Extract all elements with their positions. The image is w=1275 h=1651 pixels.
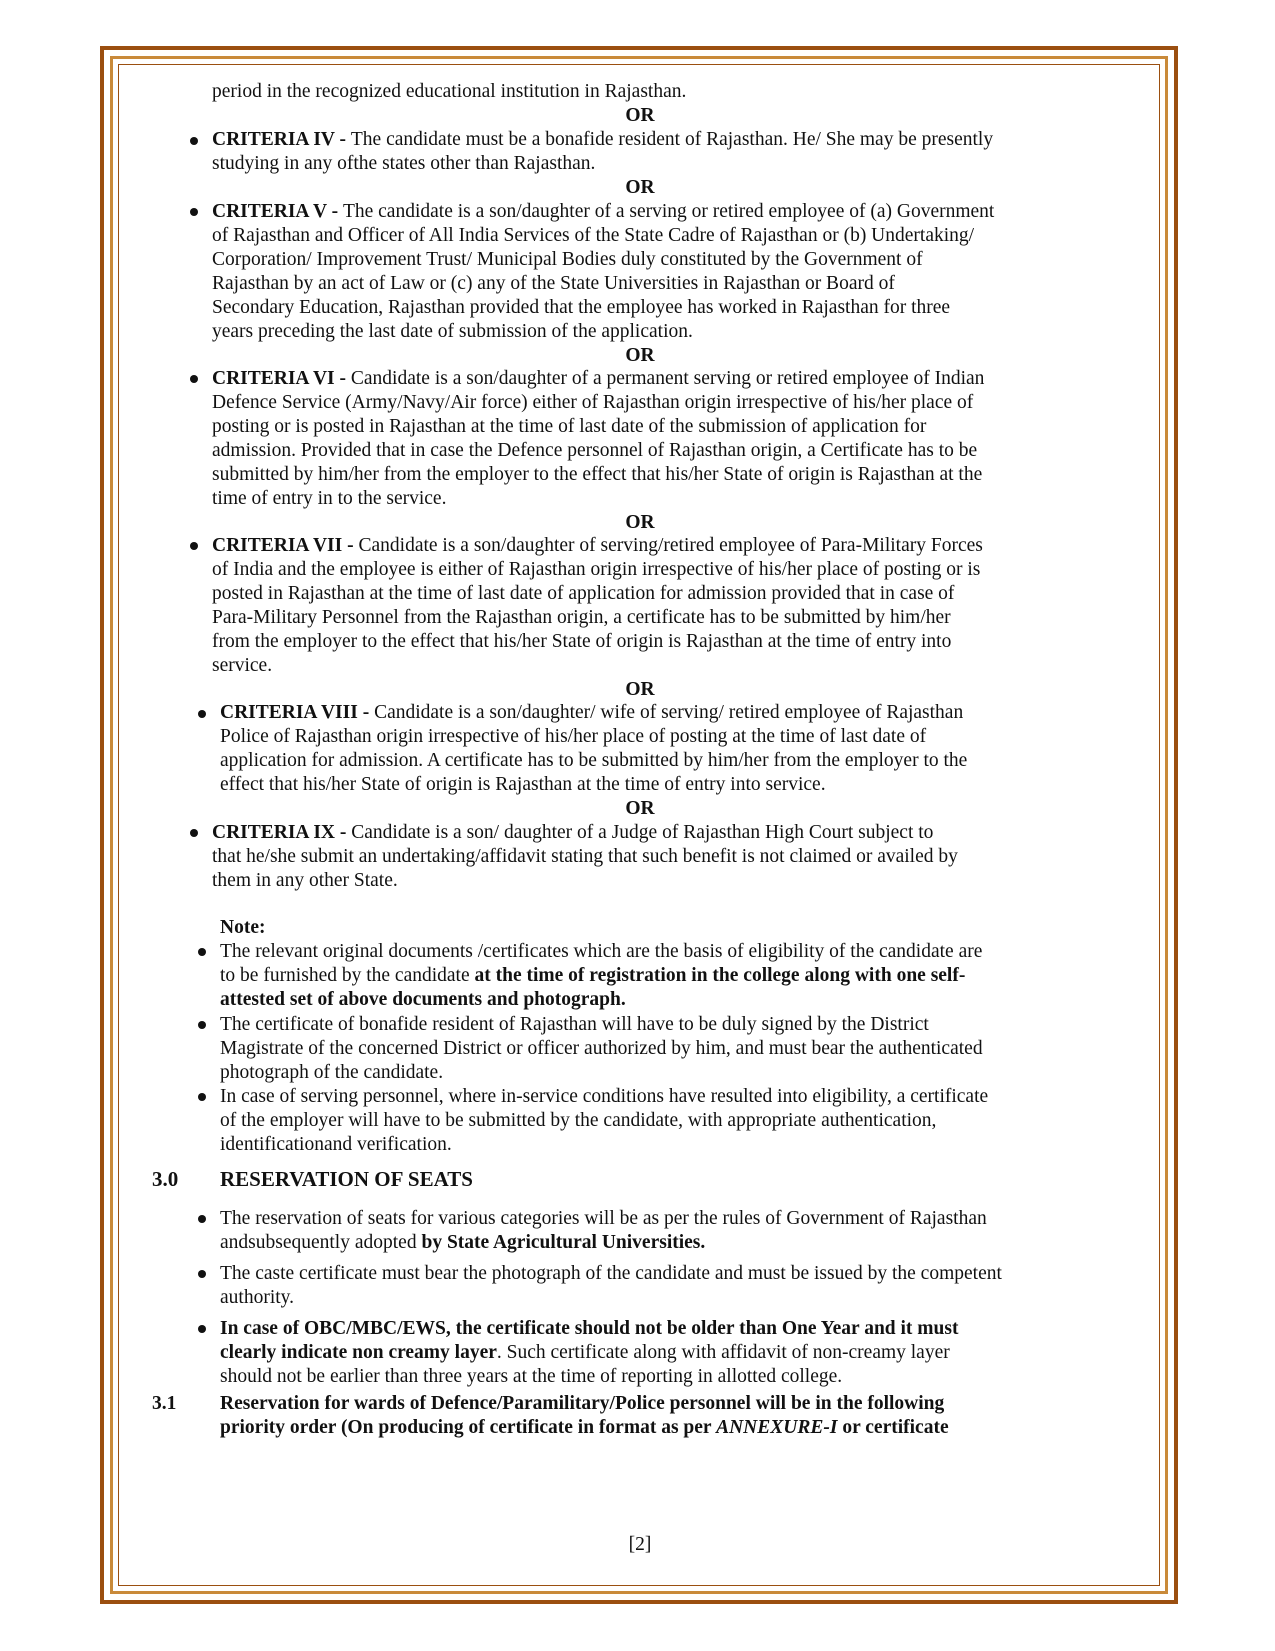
criteria-vii-line: Para-Military Personnel from the Rajasthan origin, a certificate has to be submitted by him/her [212,607,951,628]
reservation-item-1: The reservation of seats for various categories will be as per the rules of Government of Rajasthan [220,1208,987,1229]
note-item-3-line: of the employer will have to be submitted by the candidate, with appropriate authentication, [220,1110,937,1131]
criteria-viii: CRITERIA VIII - Candidate is a son/daughter/ wife of serving/ retired employee of Rajasthan [220,702,964,723]
bullet-icon [190,829,198,837]
reservation-item-2: The caste certificate must bear the photograph of the candidate and must be issued by the competent [220,1263,1002,1284]
bullet-icon [198,1325,206,1333]
reservation-item-3: In case of OBC/MBC/EWS, the certificate should not be older than One Year and it must [220,1318,959,1339]
bullet-icon [198,948,206,956]
bullet-icon [190,542,198,550]
criteria-vi-line: time of entry in to the service. [212,488,447,509]
note-title: Note: [220,917,266,938]
or-separator: OR [625,105,655,126]
reservation-item-3-line: should not be earlier than three years at the time of reporting in allotted college. [220,1366,843,1387]
criteria-iv: CRITERIA IV - The candidate must be a bonafide resident of Rajasthan. He/ She may be presently [212,129,994,150]
criteria-vi-line: Defence Service (Army/Navy/Air force) either of Rajasthan origin irrespective of his/her place of [212,392,974,413]
criteria-viii-line: application for admission. A certificate has to be submitted by him/her from the employer to the [220,750,968,771]
criteria-v-line: Corporation/ Improvement Trust/ Municipal Bodies duly constituted by the Government of [212,249,923,270]
criteria-vi-line: admission. Provided that in case the Defence personnel of Rajasthan origin, a Certificate has to be [212,440,978,461]
criteria-v-line: Secondary Education, Rajasthan provided that the employee has worked in Rajasthan for three [212,297,951,318]
bullet-icon [198,710,206,718]
criteria-vi-line: submitted by him/her from the employer to the effect that his/her State of origin is Rajasthan at the [212,464,983,485]
criteria-v: CRITERIA V - The candidate is a son/daughter of a serving or retired employee of (a) Government [212,201,995,222]
criteria-vi: CRITERIA VI - Candidate is a son/daughter of a permanent serving or retired employee of Indian [212,368,985,389]
note-item-3-line: identificationand verification. [220,1134,452,1155]
reservation-item-2-line: authority. [220,1287,295,1308]
note-item-1-line: attested set of above documents and photograph. [220,989,626,1010]
section-3-1-text-line: priority order (On producing of certificate in format as per ANNEXURE-I or certificate [220,1417,949,1438]
reservation-item-1-line: andsubsequently adopted by State Agricultural Universities. [220,1232,706,1253]
bullet-icon [198,1215,206,1223]
criteria-ix: CRITERIA IX - Candidate is a son/ daughter of a Judge of Rajasthan High Court subject to [212,822,934,843]
bullet-icon [190,375,198,383]
criteria-vii-line: service. [212,655,273,676]
section-3-1-text: Reservation for wards of Defence/Paramilitary/Police personnel will be in the following [220,1393,945,1414]
criteria-viii-line: effect that his/her State of origin is Rajasthan at the time of entry into service. [220,774,826,795]
note-item-1-line: to be furnished by the candidate at the time of registration in the college along with one self- [220,965,966,986]
note-item-2-line: photograph of the candidate. [220,1062,444,1083]
or-separator: OR [625,798,655,819]
page-number: [2] [628,1534,652,1555]
section-number: 3.1 [152,1393,177,1414]
criteria-vii-line: from the employer to the effect that his/her State of origin is Rajasthan at the time of entry into [212,631,952,652]
bullet-icon [190,208,198,216]
bullet-icon [198,1270,206,1278]
criteria-v-line: of Rajasthan and Officer of All India Services of the State Cadre of Rajasthan or (b) Undertaking/ [212,225,975,246]
reservation-item-3-line: clearly indicate non creamy layer. Such certificate along with affidavit of non-creamy layer [220,1342,950,1363]
criteria-viii-line: Police of Rajasthan origin irrespective of his/her place of posting at the time of last date of [220,726,927,747]
section-number: 3.0 [152,1167,179,1191]
criteria-vii-line: posted in Rajasthan at the time of last date of application for admission provided that in case of [212,583,955,604]
or-separator: OR [625,345,655,366]
or-separator: OR [625,177,655,198]
bullet-icon [198,1021,206,1029]
criteria-vii-line: of India and the employee is either of Rajasthan origin irrespective of his/her place of posting or is [212,559,981,580]
criteria-v-line: years preceding the last date of submission of the application. [212,321,693,342]
note-item-1: The relevant original documents /certificates which are the basis of eligibility of the candidate are [220,941,983,962]
criteria-iv-line: studying in any ofthe states other than Rajasthan. [212,153,596,174]
or-separator: OR [625,679,655,700]
criteria-vii: CRITERIA VII - Candidate is a son/daughter of serving/retired employee of Para-Military Forces [212,535,983,556]
bullet-icon [190,137,198,145]
or-separator: OR [625,512,655,533]
criteria-ix-line: them in any other State. [212,870,398,891]
bullet-icon [198,1093,206,1101]
criteria-vi-line: posting or is posted in Rajasthan at the time of last date of the submission of application for [212,416,927,437]
intro-line: period in the recognized educational institution in Rajasthan. [212,81,687,102]
section-title: RESERVATION OF SEATS [220,1167,473,1191]
criteria-ix-line: that he/she submit an undertaking/affidavit stating that such benefit is not claimed or availed by [212,846,958,867]
criteria-v-line: Rajasthan by an act of Law or (c) any of the State Universities in Rajasthan or Board of [212,273,895,294]
note-item-2-line: Magistrate of the concerned District or officer authorized by him, and must bear the authenticated [220,1038,983,1059]
note-item-3: In case of serving personnel, where in-service conditions have resulted into eligibility, a certificate [220,1086,989,1107]
note-item-2: The certificate of bonafide resident of Rajasthan will have to be duly signed by the District [220,1014,929,1035]
